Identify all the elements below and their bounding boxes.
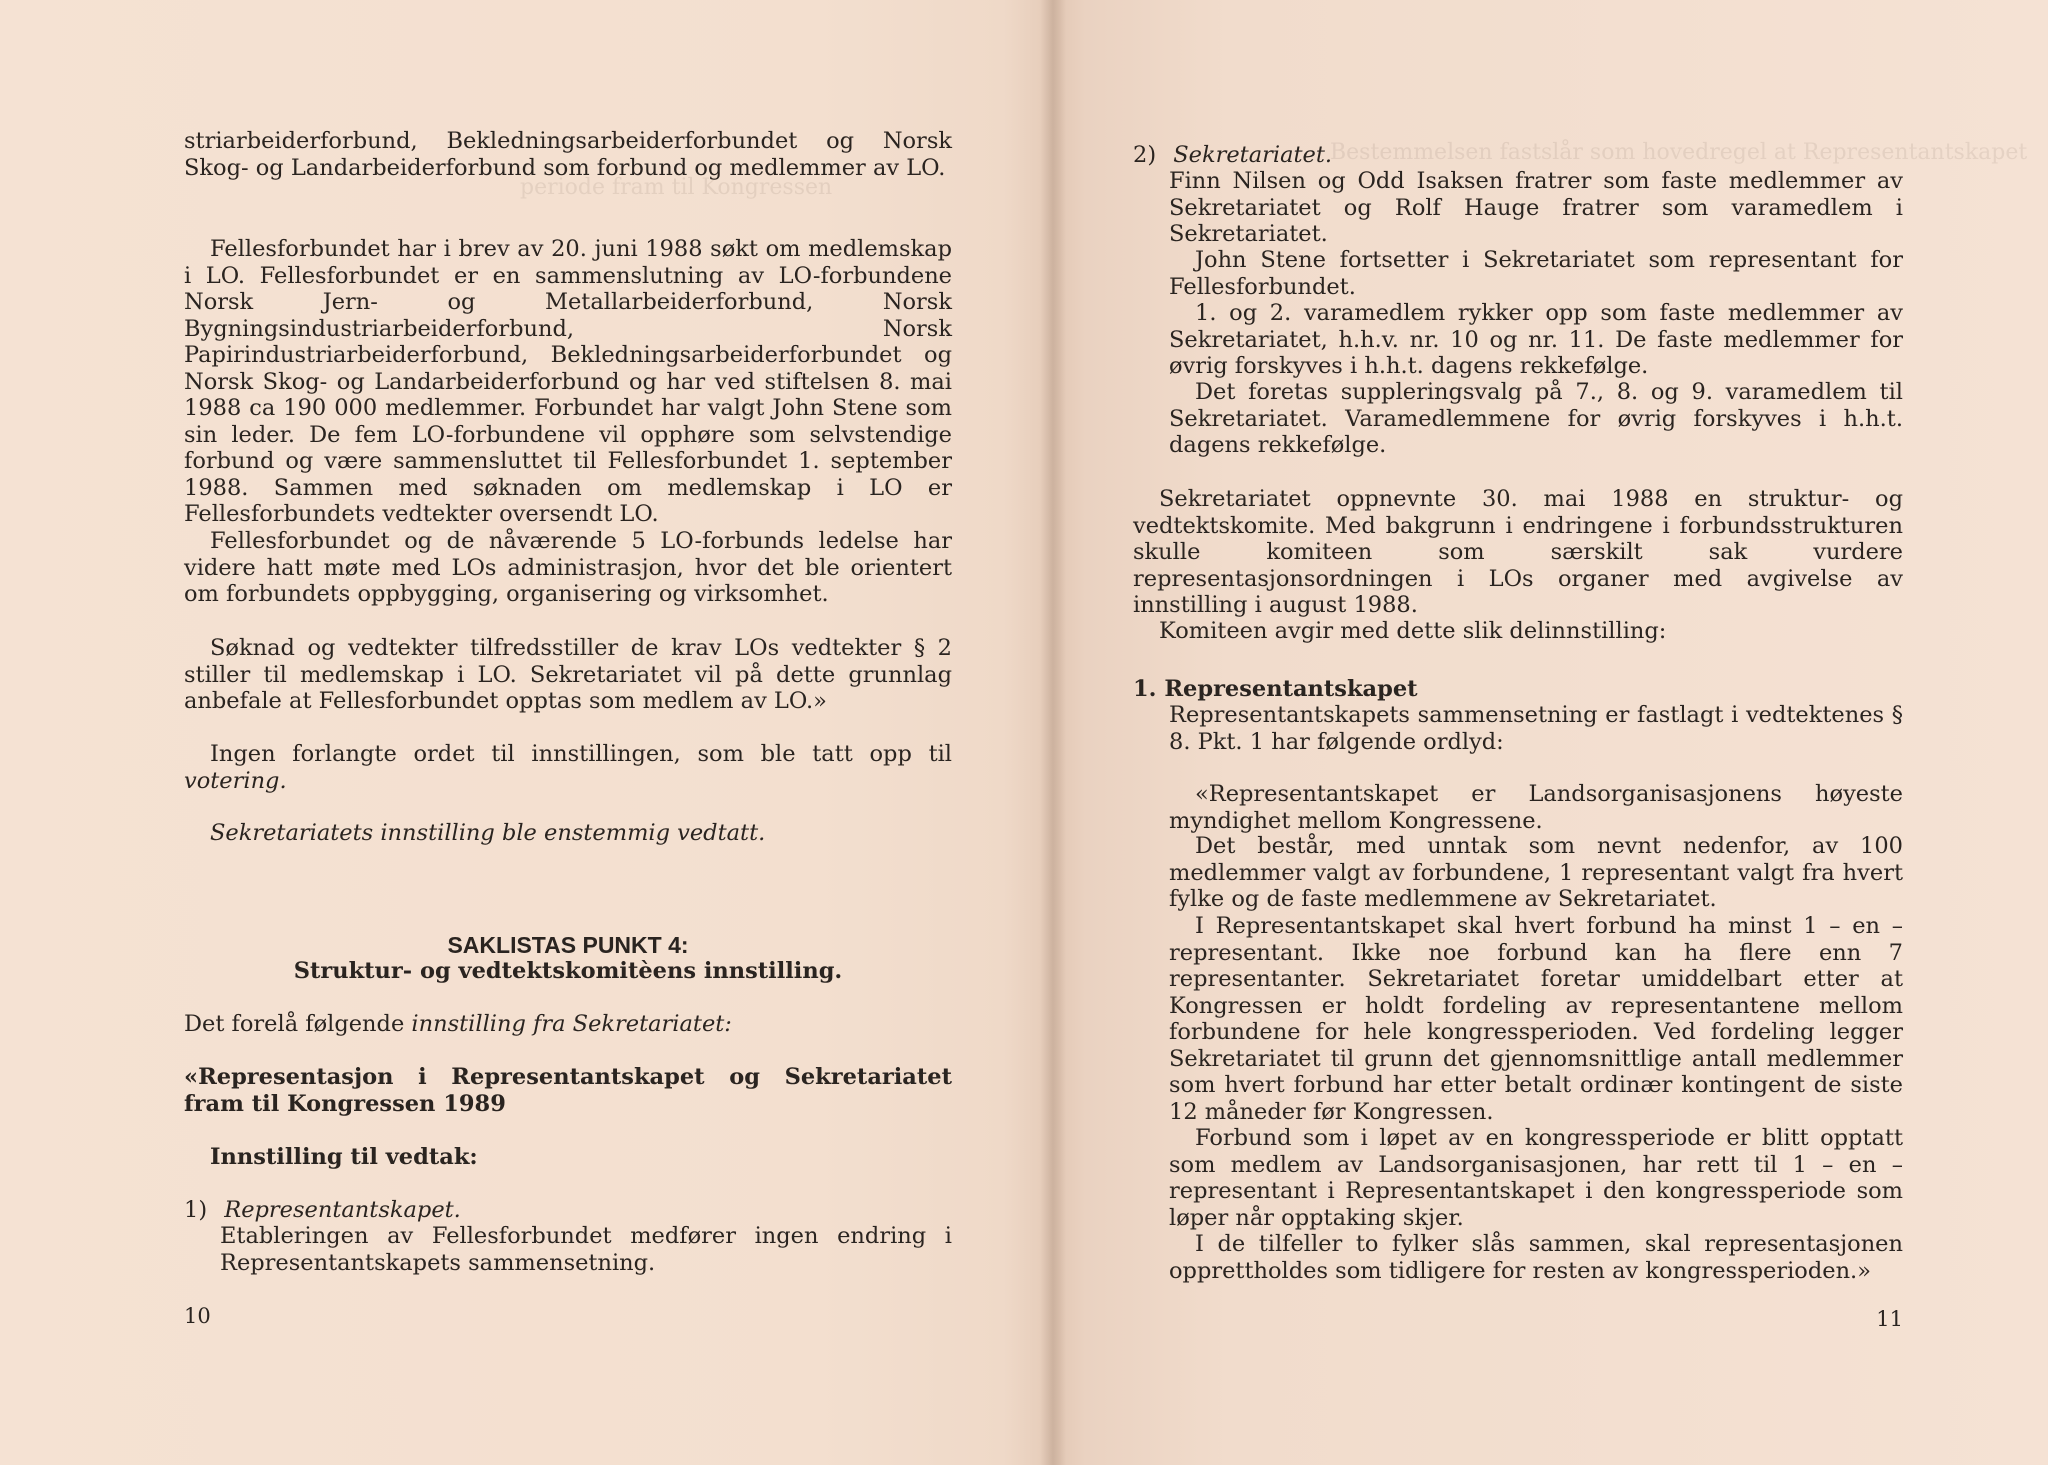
page-number-right: 11 (1876, 1307, 1903, 1331)
section-1-body: Representantskapets sammensetning er fastlagt i vedtektenes § 8. Pkt. 1 har følgende ordlyd: (1169, 702, 1903, 755)
list-item-2-title: Sekretariatet. (1173, 142, 1333, 168)
quote-paragraph-3: I Representantskapet skal hvert forbund ha minst 1 – en – representant. Ikke noe forbund kan ha flere enn 7 representanter. Sekretariatet foretar umiddelbart etter at Kongressen er holdt fordeling av representantene mellom forbundene for hele kongressperioden. Ved fordeling legger Sekretariatet til grunn det gjennomsnittlige antall medlemmer som hvert forbund har etter betalt ordinær kontingent de siste 12 måneder før Kongressen. (1169, 913, 1903, 1125)
paragraph-5-text: Ingen forlangte ordet til innstillingen, som ble tatt opp til (210, 741, 952, 767)
list-item-2 (1133, 142, 1903, 169)
quote-paragraph-2: Det består, med unntak som nevnt nedenfor, av 100 medlemmer valgt av forbundene, 1 representant valgt fra hvert fylke og de faste medlemmene av Sekretariatet. (1169, 833, 1903, 912)
paragraph-5 (184, 741, 952, 794)
page-number-left: 10 (184, 1304, 211, 1328)
section-subheading: Struktur- og vedtektskomitèens innstilling. (293, 958, 843, 984)
list-item-2-paragraph-3: 1. og 2. varamedlem rykker opp som faste medlemmer av Sekretariatet, h.h.v. nr. 10 og nr. 11. De faste medlemmer for øvrig forskyves i h.h.t. dagens rekkefølge. (1169, 300, 1903, 379)
paragraph-9: Innstilling til vedtak: (210, 1144, 478, 1170)
paragraph-7 (184, 1011, 952, 1038)
section-1-title: 1. Representantskapet (1133, 676, 1418, 702)
quote-paragraph-1: «Representantskapet er Landsorganisasjonens høyeste myndighet mellom Kongressene. (1169, 781, 1903, 834)
quote-paragraph-4: Forbund som i løpet av en kongressperiode er blitt opptatt som medlem av Landsorganisasjonen, har rett til 1 – en – representant i Representantskapet i den kongressperiode som løper når opptaking skjer. (1169, 1125, 1903, 1231)
list-item-1-number: 1) (184, 1197, 208, 1223)
show-through-left: periode fram til Kongressen (520, 175, 833, 200)
list-item-2-paragraph-4: Det foretas suppleringsvalg på 7., 8. og 9. varamedlem til Sekretariatet. Varamedlemmene for øvrig forskyves i h.h.t. dagens rekkefølge. (1169, 379, 1903, 458)
show-through-right: Bestemmelsen fastslår som hovedregel at Representantskapet (1330, 140, 2028, 165)
paragraph-8: «Representasjon i Representantskapet og Sekretariatet fram til Kongressen 1989 (184, 1064, 952, 1117)
paragraph-7-text: Det forelå følgende (184, 1011, 412, 1037)
list-item-2-paragraph-2: John Stene fortsetter i Sekretariatet som representant for Fellesforbundet. (1169, 247, 1903, 300)
list-item-1-body: Etableringen av Fellesforbundet medfører ingen endring i Representantskapets sammensetning. (220, 1223, 952, 1276)
paragraph-delinnstilling: Komiteen avgir med dette slik delinnstilling: (1159, 618, 1667, 644)
list-item-1 (184, 1197, 952, 1224)
paragraph-5-italic: votering. (184, 767, 287, 794)
quote-paragraph-5: I de tilfeller to fylker slås sammen, skal representasjonen opprettholdes som tidligere for resten av kongressperioden.» (1169, 1231, 1903, 1284)
paragraph-4: Søknad og vedtekter tilfredsstiller de krav LOs vedtekter § 2 stiller til medlemskap i LO. Sekretariatet vil på dette grunnlag anbefale at Fellesforbundet opptas som medlem av LO.» (184, 635, 952, 714)
section-heading: SAKLISTAS PUNKT 4: (447, 932, 689, 958)
list-item-2-paragraph-1: Finn Nilsen og Odd Isaksen fratrer som faste medlemmer av Sekretariatet og Rolf Hauge fratrer som varamedlem i Sekretariatet. (1169, 168, 1903, 247)
gutter-shadow (1040, 0, 1066, 1465)
paragraph-committee: Sekretariatet oppnevnte 30. mai 1988 en struktur- og vedtektskomite. Med bakgrunn i endringene i forbundsstrukturen skulle komiteen som særskilt sak vurdere representasjonsordningen i LOs organer med avgivelse av innstilling i august 1988. (1133, 486, 1903, 618)
paragraph-2: Fellesforbundet har i brev av 20. juni 1988 søkt om medlemskap i LO. Fellesforbundet er en sammenslutning av LO-forbundene Norsk Jern- og Metallarbeiderforbund, Norsk Bygningsindustriarbeiderforbund, Norsk Papirindustriarbeiderforbund, Bekledningsarbeiderforbundet og Norsk Skog- og Landarbeiderforbund og har ved stiftelsen 8. mai 1988 ca 190 000 medlemmer. Forbundet har valgt John Stene som sin leder. De fem LO-forbundene vil opphøre som selvstendige forbund og være sammensluttet til Fellesforbundet 1. september 1988. Sammen med søknaden om medlemskap i LO er Fellesforbundets vedtekter oversendt LO. (184, 236, 952, 527)
list-item-1-title: Representantskapet. (224, 1197, 461, 1223)
paragraph-6: Sekretariatets innstilling ble enstemmig vedtatt. (210, 820, 766, 846)
paragraph-1: striarbeiderforbund, Bekledningsarbeiderforbundet og Norsk Skog- og Landarbeiderforbund som forbund og medlemmer av LO. (184, 128, 952, 181)
list-item-2-number: 2) (1133, 142, 1157, 168)
paragraph-3: Fellesforbundet og de nåværende 5 LO-forbunds ledelse har videre hatt møte med LOs administrasjon, hvor det ble orientert om forbundets oppbygging, organisering og virksomhet. (184, 528, 952, 607)
paragraph-7-italic: innstilling fra Sekretariatet: (411, 1011, 732, 1037)
